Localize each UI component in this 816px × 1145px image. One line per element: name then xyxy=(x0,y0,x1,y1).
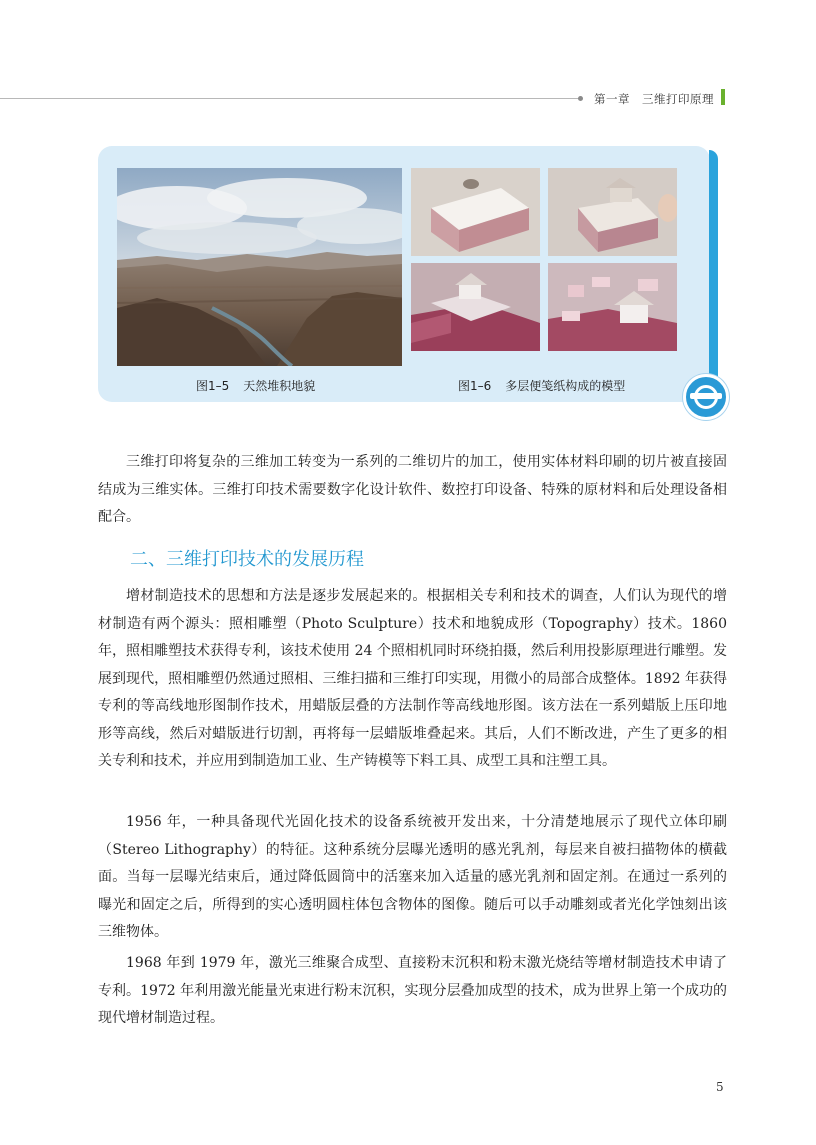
paragraph-origins: 增材制造技术的思想和方法是逐步发展起来的。根据相关专利和技术的调查，人们认为现代的增材制造有两个源头：照相雕塑（Photo Sculpture）技术和地貌成形（Topography）技术。1860 年，照相雕塑技术获得专利，该技术使用 24 个照相机同时环绕拍摄，然后利用投影原理进行雕塑。发展到现代，照相雕塑仍然通过照相、三维扫描和三维打印实现，用微小的局部合成整体。1892 年获得专利的等高线地形图制作技术，用蜡版层叠的方法制作等高线地形图。该方法在一系列蜡版上压印地形等高线，然后对蜡版进行切割，再将每一层蜡版堆叠起来。其后，人们不断改进，产生了更多的相关专利和技术，并应用到制造加工业、生产铸模等下料工具、成型工具和注塑工具。 xyxy=(98,588,727,769)
memo-model-photo-2 xyxy=(548,168,677,256)
section-heading: 二、三维打印技术的发展历程 xyxy=(130,549,364,570)
paragraph-1968: 1968 年到 1979 年，激光三维聚合成型、直接粉末沉积和粉末激光烧结等增材制造技术申请了专利。1972 年利用激光能量光束进行粉末沉积，实现分层叠加成型的技术，成为世界上第一个成功的现代增材制造过程。 xyxy=(98,955,727,1026)
header-accent-bar xyxy=(721,89,725,105)
header-rule-dot xyxy=(578,96,583,101)
canyon-photo xyxy=(117,168,402,366)
page-number: 5 xyxy=(716,1080,724,1094)
figure-caption-1-5 xyxy=(196,377,315,394)
figure-number: 图1–6 xyxy=(458,379,492,393)
figure-panel-edge xyxy=(709,150,718,394)
figure-title: 天然堆积地貌 xyxy=(243,379,316,393)
paragraph-intro: 三维打印将复杂的三维加工转变为一系列的二维切片的加工，使用实体材料印刷的切片被直接固结成为三维实体。三维打印技术需要数字化设计软件、数控打印设备、特殊的原材料和后处理设备相配合。 xyxy=(98,454,727,525)
header-rule xyxy=(0,98,580,99)
memo-model-photo-1 xyxy=(411,168,540,256)
memo-model-photo-3 xyxy=(411,263,540,351)
figure-caption-1-6 xyxy=(458,377,625,394)
figure-badge-icon xyxy=(683,374,729,420)
figure-number: 图1–5 xyxy=(196,379,230,393)
figure-title: 多层便笺纸构成的模型 xyxy=(505,379,626,393)
chapter-header: 第一章 三维打印原理 xyxy=(594,92,714,106)
paragraph-1956: 1956 年，一种具备现代光固化技术的设备系统被开发出来，十分清楚地展示了现代立体印刷（Stereo Lithography）的特征。这种系统分层曝光透明的感光乳剂，每层来自被扫描物体的横截面。当每一层曝光结束后，通过降低圆筒中的活塞来加入适量的感光乳剂和固定剂。在通过一系列的曝光和固定之后，所得到的实心透明圆柱体包含物体的图像。随后可以手动雕刻或者光化学蚀刻出该三维物体。 xyxy=(98,814,727,940)
memo-model-photo-4 xyxy=(548,263,677,351)
